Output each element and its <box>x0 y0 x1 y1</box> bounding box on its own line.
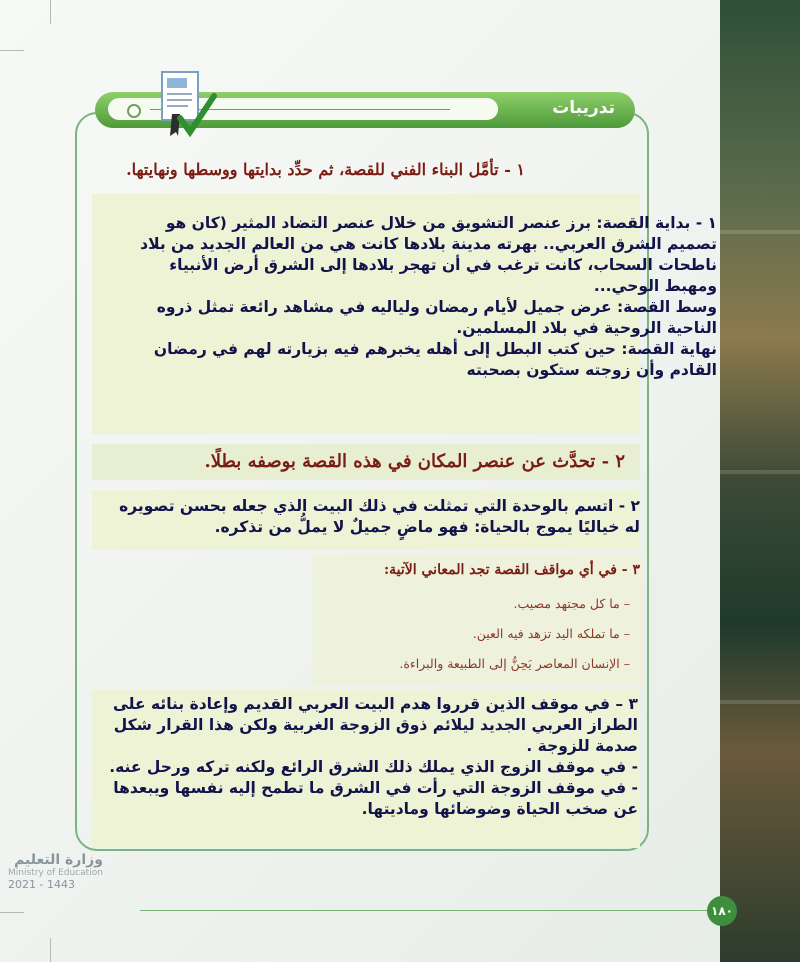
answer-line: ومهبط الوحي... <box>593 277 717 295</box>
ministry-logo <box>8 852 103 891</box>
answer-line: عن صخب الحياة وضوضائها وماديتها. <box>361 800 638 818</box>
ministry-name-ar: وزارة التعليم <box>14 852 103 868</box>
answer-3 <box>80 694 638 820</box>
crop-mark <box>50 0 51 24</box>
question-3-item: – الإنسان المعاصر يَحِنُّ إلى الطبيعة والبراءة. <box>399 656 630 671</box>
page-number: ١٨٠ <box>707 896 737 926</box>
answer-line: ١ - بداية القصة: برز عنصر التشويق من خلال عنصر التضاد المثير (كان هو <box>165 214 717 232</box>
question-3-item: – ما تملكه اليد تزهد فيه العين. <box>472 626 630 641</box>
ministry-name-en: Ministry of Education <box>8 868 103 878</box>
question-1-title: ١ - تأمَّل البناء الفني للقصة، ثم حدِّد بدايتها ووسطها ونهايتها. <box>126 160 525 179</box>
answer-line: صدمة للزوجة . <box>526 737 638 755</box>
answer-line: ناطحات السحاب، كانت ترغب في أن تهجر بلادها إلى الشرق أرض الأنبياء <box>169 256 717 274</box>
side-decorative-photo <box>720 0 800 962</box>
footer-line <box>140 910 720 911</box>
answer-line: القادم وأن زوجته ستكون بصحبته <box>466 361 717 379</box>
question-3-item: – ما كل مجتهد مصيب. <box>513 596 630 611</box>
answer-line: ٢ - اتسم بالوحدة التي تمثلت في ذلك البيت الذي جعله بحسن تصويره <box>119 497 640 515</box>
answer-1 <box>60 213 717 381</box>
answer-line: - في موقف الزوج الذي يملك ذلك الشرق الرائع ولكنه تركه ورحل عنه. <box>109 758 638 776</box>
section-title: تدريبات <box>552 98 615 118</box>
crop-mark <box>0 912 24 913</box>
answer-line: نهاية القصة: حين كتب البطل إلى أهله يخبرهم فيه بزيارته لهم في رمضان <box>153 340 717 358</box>
crop-mark <box>50 938 51 962</box>
academic-year: 2021 - 1443 <box>8 878 75 891</box>
answer-line: - في موقف الزوجة التي رأت في الشرق ما تطمح إليه نفسها ويبعدها <box>113 779 638 797</box>
answer-2 <box>100 496 640 538</box>
question-3-title: ٣ - في أي مواقف القصة تجد المعاني الآتية: <box>383 562 640 578</box>
header-dot <box>127 104 141 118</box>
crop-mark <box>0 50 24 51</box>
answer-line: وسط القصة: عرض جميل لأيام رمضان ولياليه في مشاهد رائعة تمثل ذروه <box>156 298 717 316</box>
answer-line: الطراز العربي الجديد ليلائم ذوق الزوجة الغربية ولكن هذا القرار شكل <box>113 716 638 734</box>
answer-line: تصميم الشرق العربي.. بهرته مدينة بلادها كانت هي من العالم الجديد من بلاد <box>140 235 717 253</box>
question-2-title: ٢ - تحدَّث عن عنصر المكان في هذه القصة بوصفه بطلًا. <box>204 451 625 472</box>
answer-line: له خياليًا يموج بالحياة: فهو ماضٍ جميلٌ لا يملُّ من تذكره. <box>214 518 640 536</box>
document-check-icon <box>158 70 218 140</box>
answer-line: الناحية الروحية في بلاد المسلمين. <box>456 319 717 337</box>
answer-line: ٣ – في موقف الذين قرروا هدم البيت العربي القديم وإعادة بنائه على <box>113 695 638 713</box>
